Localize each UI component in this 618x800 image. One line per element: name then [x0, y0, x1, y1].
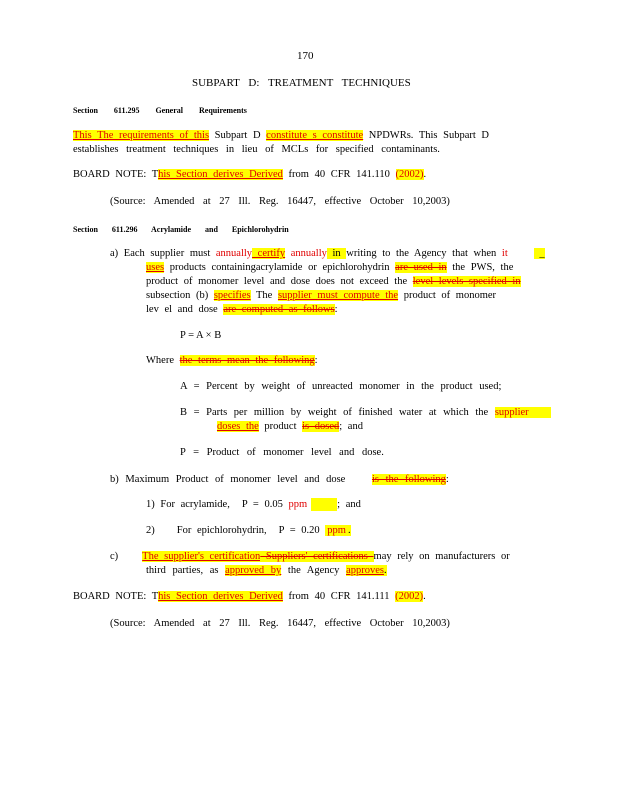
- board-note-end: .: [423, 591, 426, 602]
- plain-text: .: [383, 565, 387, 576]
- inserted-text: specifies: [213, 290, 251, 301]
- plain-text: Subpart D: [209, 130, 267, 141]
- plain-text: The: [250, 290, 278, 301]
- inserted-text: uses: [146, 262, 165, 273]
- inserted-text: doses the: [217, 421, 259, 432]
- board-note-2: [73, 590, 426, 603]
- plain-text: :: [334, 304, 338, 315]
- where-line: [146, 354, 318, 367]
- deleted-text: are used in: [395, 262, 447, 273]
- board-note-end: .: [423, 169, 427, 180]
- plain-text: For epichlorohydrin,: [176, 525, 267, 536]
- item-c-line2: [146, 564, 387, 577]
- plain-text: B = Parts per million by weight of finished water at which the: [180, 407, 495, 418]
- item-b-line1: [110, 473, 449, 486]
- board-note-prefix: BOARD NOTE: T: [73, 591, 159, 602]
- item-a-line4: [146, 289, 496, 302]
- plain-text: a) Each supplier must: [110, 248, 216, 259]
- definition-a: A = Percent by weight of unreacted monomer in the product used;: [180, 381, 502, 392]
- deleted-text: Suppliers' certifications: [260, 551, 374, 562]
- item-c-line1: [110, 550, 510, 563]
- inserted-text: certify: [252, 248, 286, 259]
- plain-text: the PWS, the: [446, 262, 514, 273]
- definition-p: P = Product of monomer level and dose.: [180, 447, 384, 458]
- item-a-line5: [146, 303, 338, 316]
- inserted-text: his Section derives Derived: [158, 169, 283, 180]
- epichlorohydrin-limit: [146, 524, 351, 537]
- paragraph-requirements: [73, 129, 489, 142]
- page-number: 170: [297, 50, 314, 62]
- inserted-text: it: [501, 248, 508, 259]
- deleted-text: is dosed: [302, 421, 340, 432]
- board-note-prefix: BOARD NOTE: T: [73, 169, 159, 180]
- plain-text: :: [445, 474, 449, 485]
- plain-text: b) Maximum Product of monomer level and dose: [110, 474, 352, 485]
- plain-text: subsection (b): [146, 290, 214, 301]
- highlight-blank: [311, 498, 337, 511]
- plain-text: P = 0.05: [241, 499, 289, 510]
- subpart-title: SUBPART D: TREATMENT TECHNIQUES: [192, 77, 411, 89]
- item-a-line2: [146, 261, 513, 274]
- inserted-text: his Section derives Derived: [158, 591, 283, 602]
- plain-text: ; and: [337, 499, 361, 510]
- inserted-text: approves: [346, 565, 384, 576]
- plain-text: c): [110, 551, 119, 562]
- plain-text: the Agency: [281, 565, 347, 576]
- inserted-text: approved by: [225, 565, 282, 576]
- inserted-text: in: [326, 248, 347, 259]
- board-note-citation: from 40 CFR 141.111: [282, 591, 396, 602]
- plain-text: may rely on manufacturers or: [373, 551, 510, 562]
- acrylamide-limit: [146, 498, 361, 511]
- source-note-2: (Source: Amended at 27 Ill. Reg. 16447, effective October 10,2003): [110, 618, 450, 629]
- section-heading-611-296: Section 611.296 Acrylamide and Epichlorohydrin: [73, 225, 289, 234]
- board-note-1: [73, 168, 426, 181]
- plain-text: P = 0.20: [278, 525, 326, 536]
- plain-text: lev el and dose: [146, 304, 224, 315]
- formula: P = A × B: [180, 330, 222, 341]
- source-note-1: (Source: Amended at 27 Ill. Reg. 16447, effective October 10,2003): [110, 196, 450, 207]
- plain-text: product of monomer: [398, 290, 497, 301]
- inserted-text: constitute s constitute: [266, 130, 364, 141]
- inserted-text: ppm: [327, 525, 346, 536]
- inserted-text: _: [533, 248, 545, 259]
- plain-text: product: [258, 421, 303, 432]
- paragraph-requirements-line2: establishes treatment techniques in lieu of MCLs for specified contaminants.: [73, 144, 440, 155]
- item-a-line3: [146, 275, 521, 288]
- deleted-text: are computed as follows: [223, 304, 335, 315]
- deleted-text: level levels specified in: [412, 276, 521, 287]
- plain-text: product of monomer level and dose does not exceed the: [146, 276, 413, 287]
- deleted-text: is the following: [371, 474, 446, 485]
- inserted-text: annually: [285, 248, 327, 259]
- inserted-text: supplier: [495, 407, 551, 418]
- item-a-line1: [110, 247, 545, 260]
- plain-text: products containingacrylamide or epichlorohydrin: [164, 262, 396, 273]
- plain-text: :: [314, 355, 318, 366]
- plain-text: NPDWRs. This Subpart D: [363, 130, 490, 141]
- plain-text: 1) For acrylamide,: [146, 499, 230, 510]
- board-note-year: (2002): [395, 591, 424, 602]
- inserted-text: The supplier's certification: [142, 551, 261, 562]
- inserted-text: supplier must compute the: [277, 290, 399, 301]
- board-note-citation: from 40 CFR 141.110: [282, 169, 396, 180]
- inserted-text: This The requirements of this: [73, 130, 210, 141]
- inserted-text: annually: [215, 248, 253, 259]
- inserted-text: ppm: [288, 499, 308, 510]
- plain-text: Where: [146, 355, 180, 366]
- plain-text: third parties, as: [146, 565, 226, 576]
- section-heading-611-295: Section 611.295 General Requirements: [73, 106, 247, 115]
- plain-text: writing to the Agency that when: [346, 248, 502, 259]
- deleted-text: the terms mean the following: [179, 355, 315, 366]
- plain-text: 2): [146, 525, 155, 536]
- definition-b-line2: [217, 420, 363, 433]
- board-note-year: (2002): [395, 169, 424, 180]
- plain-text: ; and: [339, 421, 363, 432]
- definition-b-line1: [180, 406, 551, 419]
- plain-text: .: [347, 525, 351, 536]
